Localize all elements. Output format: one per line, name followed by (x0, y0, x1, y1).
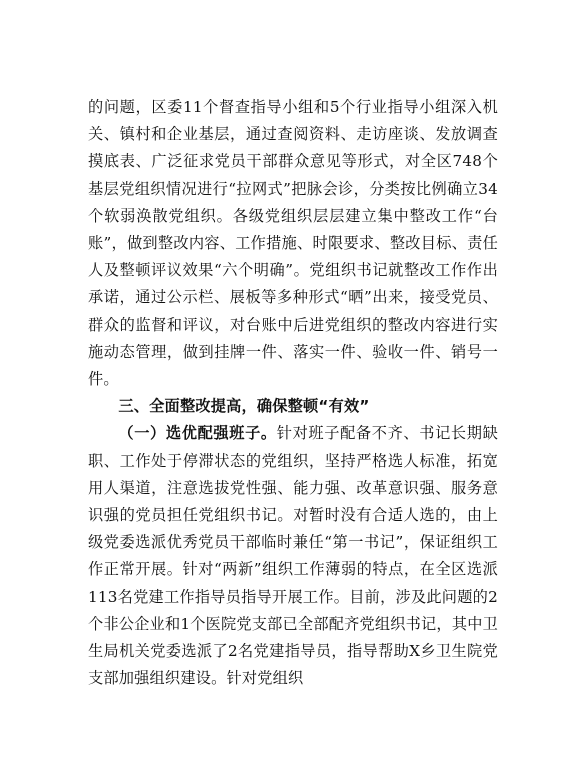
section-heading: 三、全面整改提高，确保整顿“有效” (118, 397, 370, 416)
body-paragraph: 的问题，区委11个督查指导小组和5个行业指导小组深入机关、镇村和企业基层，通过查阅资料、走访座谈、发放调查摸底表、广泛征求党员干部群众意见等形式，对全区748个基层党组织情况进行“拉网式”把脉会诊，分类按比例确立34个软弱涣散党组织。各级党组织层层建立集中整改工作“台账”，做到整改内容、工作措施、时限要求、整改目标、责任人及整顿评议效果“六个明确”。党组织书记就整改工作作出承诺，通过公示栏、展板等多种形式“晒”出来，接受党员、群众的监督和评议，对台账中后进党组织的整改内容进行实施动态管理，做到挂牌一件、落实一件、验收一件、销号一件。 (88, 98, 498, 389)
document-body (88, 94, 498, 692)
paragraph-body: 针对班子配备不齐、书记长期缺职、工作处于停滞状态的党组织，坚持严格选人标准，拓宽用人渠道，注意选拔党性强、能力强、改革意识强、服务意识强的党员担任党组织书记。对暂时没有合适人选的，由上级党委选派优秀党员干部临时兼任“第一书记”，保证组织工作正常开展。针对“两新”组织工作薄弱的特点，在全区选派113名党建工作指导员指导开展工作。目前，涉及此问题的2个非公企业和1个医院党支部已全部配齐党组织书记，其中卫生局机关党委选派了2名党建指导员，指导帮助X乡卫生院党支部加强组织建设。针对党组织 (88, 424, 498, 688)
paragraph-lead: （一）选优配强班子。 (118, 424, 277, 443)
body-paragraph-with-lead (88, 420, 498, 692)
